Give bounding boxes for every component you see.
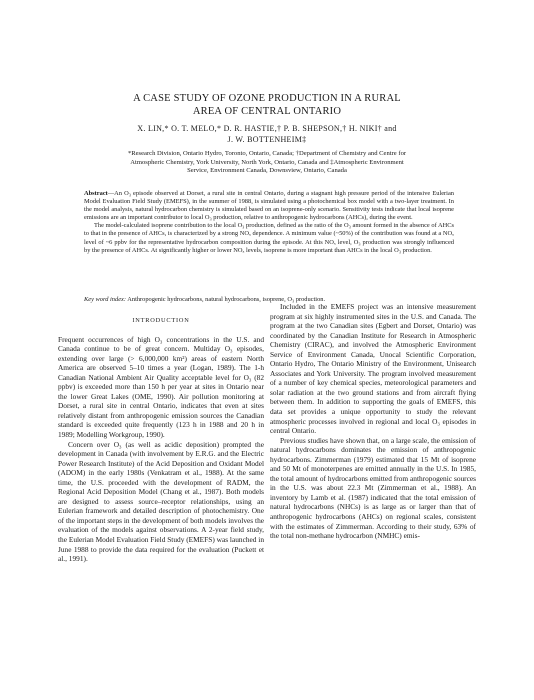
section-heading-introduction: INTRODUCTION [132,317,190,324]
abstract-label: Abstract [84,190,108,197]
intro-paragraph-1: Frequent occurrences of high O₃ concentrations in the U.S. and Canada continue to be of great concern. Multiday O₃ episodes, extending over large (> 6,000,000 km²) areas of eastern North America are observed 5–10 times a year (Logan, 1989). The 1-h Canadian National Ambient Air Quality acceptable level for O₃ (82 ppbv) is exceeded more than 150 h per year at sites in Ontario near the lower Great Lakes (OME, 1990). Air pollution monitoring at Dorset, a rural site in central Ontario, indicates that even at sites relatively distant from anthropogenic emission sources the Canadian standard is exceeded quite frequently (123 h in 1988 and 20 h in 1989; Modelling Workgroup, 1990). [58,334,264,440]
left-column [58,316,264,564]
article-title [60,92,474,118]
keyword-text: Anthropogenic hydrocarbons, natural hydrocarbons, isoprene, O₃ production. [126,296,326,303]
intro-paragraph-2: Concern over O₃ (as well as acidic deposition) prompted the development in Canada (with involvement by E.R.G. and the Electric Power Research Institute) of the Acid Deposition and Oxidant Model (ADOM) in the early 1980s (Venkatram et al., 1988). At the same time, the U.S. proceeded with the development of RADM, the Regional Acid Deposition Model (Chang et al., 1987). Both models are designed to assess source–receptor relationships, using an Eulerian framework and detailed description of photochemistry. One of the important steps in the development of both models involves the evaluation of the models against observations. A 2-year field study, the Eulerian Model Evaluation Field Study (EMEFS) was launched in June 1988 to provide the data required for the evaluation (Puckett et al., 1991). [58,439,264,564]
affiliation-line-3: Service, Environment Canada, Downsview, Ontario, Canada [187,167,347,175]
abstract [84,190,454,255]
right-column [270,302,476,541]
abstract-paragraph-1 [84,190,454,222]
authors-line-2: J. W. BOTTENHEIM‡ [227,134,307,144]
keyword-label: Key word index: [84,296,127,303]
author-list [60,124,474,145]
title-line-1: A CASE STUDY OF OZONE PRODUCTION IN A RURAL [133,93,401,104]
title-line-2: AREA OF CENTRAL ONTARIO [192,106,342,117]
affiliation-line-2: Atmospheric Chemistry, York University, North York, Ontario, Canada and ‡Atmospheric Environment [130,158,404,166]
authors-line-1: X. LIN,* O. T. MELO,* D. R. HASTIE,† P. B. SHEPSON,† H. NIKI† and [137,124,397,133]
affiliation-line-1: *Research Division, Ontario Hydro, Toronto, Ontario, Canada; †Department of Chemistry and Centre for [127,150,407,157]
intro-paragraph-3: Included in the EMEFS project was an intensive measurement program at six highly instrumented sites in the U.S. and Canada. The program at the two Canadian sites (Egbert and Dorset, Ontario) was coordinated by the Canadian Institute for Research in Atmospheric Chemistry (CIRAC), and involved the Atmospheric Environment Service of Environment Canada, Unocal Scientific Corporation, Ontario Hydro, The Ontario Ministry of the Environment, Unisearch Associates and York University. The program involved measurement of a number of key chemical species, meteorological parameters and solar radiation at the two ground stations and from aircraft flying between them. In addition to supporting the goals of EMEFS, this data set provides a unique opportunity to study the relevant atmospheric processes involved in regional and local O₃ episodes in central Ontario. [270,302,476,436]
affiliations [74,150,460,176]
intro-paragraph-4: Previous studies have shown that, on a large scale, the emission of natural hydrocarbons dominates the emission of anthropogenic hydrocarbons. Zimmerman (1979) estimated that 15 Mt of isoprene and 50 Mt of monoterpenes are emitted annually in the U.S. In 1985, the total amount of hydrocarbons emitted from anthropogenic sources in the U.S. was about 22.3 Mt (Zimmerman et al., 1988). An inventory by Lamb et al. (1987) indicated that the total emission of natural hydrocarbons (NHCs) is as large as or larger than that of anthropogenic hydrocarbons (AHCs) on regional scales, consistent with the estimates of Zimmerman. According to their study, 63% of the total non-methane hydrocarbon (NMHC) emis- [270,435,476,541]
abstract-paragraph-2: The model-calculated isoprene contribution to the local O₃ production, defined as the ratio of the O₃ amount formed in the absence of AHCs to that in the presence of AHCs, is characterized by a strong NOₓ dependence. A minimum value (~50%) of the contribution was found at a NOₓ level of ~6 ppbv for the representative hydrocarbon composition during the episode. At this NOₓ level, O₃ production was strongly influenced by the presence of AHCs. At significantly higher or lower NOₓ levels, isoprene is more important than AHCs in the local O₃ production. [84,222,454,254]
abstract-text-1: —An O₃ episode observed at Dorset, a rural site in central Ontario, during a stagnant high pressure period of the intensive Eulerian Model Evaluation Field Study (EMEFS), in the summer of 1988, is simulated using a photochemical box model with a two-layer treatment. In the model analysis, natural hydrocarbon chemistry is simulated based on an isoprene-only scenario. Sensitivity tests indicate that local isoprene emissions are an important contributor to local O₃ production, relative to anthropogenic hydrocarbons (AHCs), during the event. [84,190,454,222]
